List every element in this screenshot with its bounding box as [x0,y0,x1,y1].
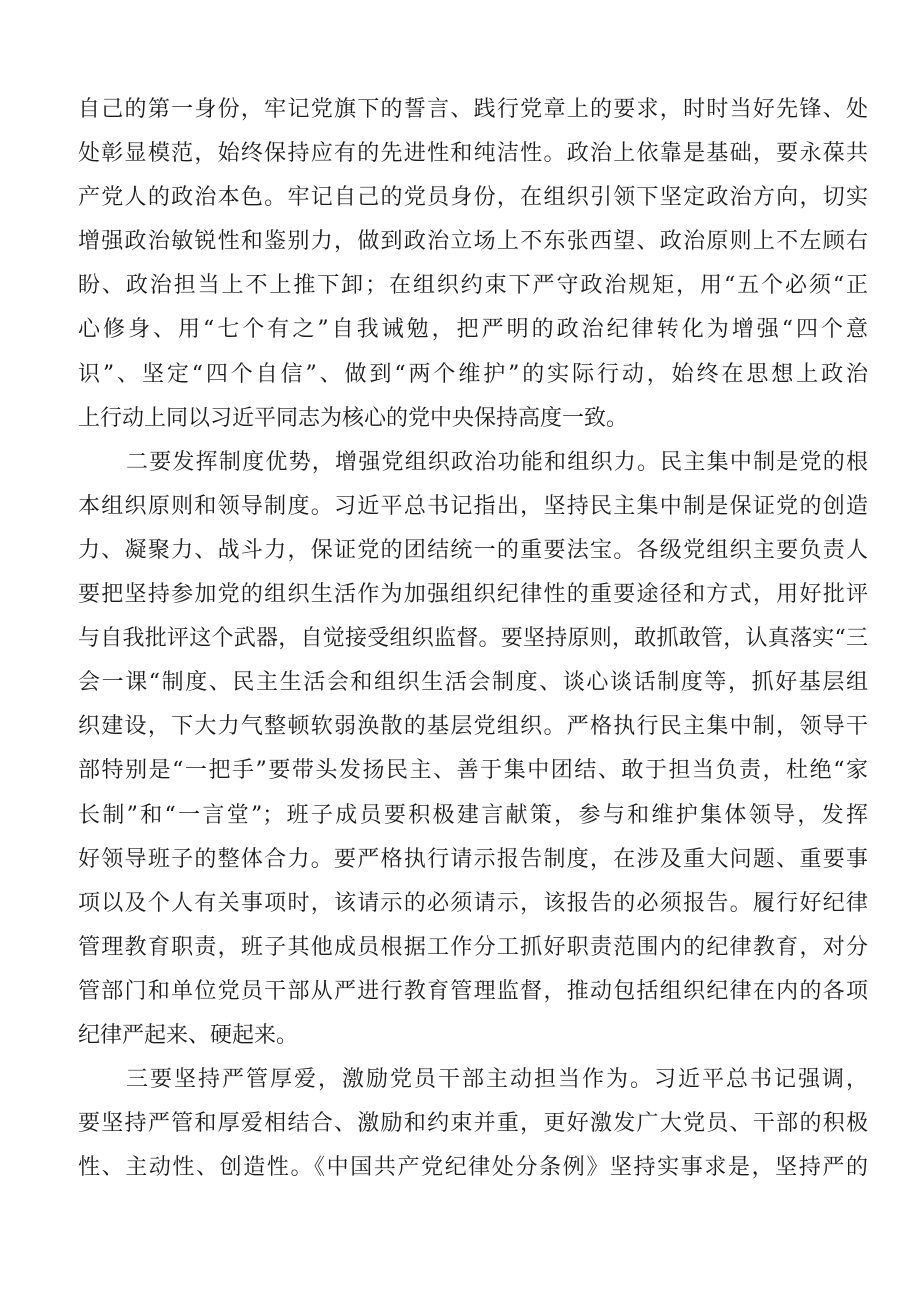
text-line: 本组织原则和领导制度。习近平总书记指出，坚持民主集中制是保证党的创造 [78,493,868,519]
text-line: 好领导班子的整体合力。要严格执行请示报告制度，在涉及重大问题、重要事 [78,846,868,872]
text-line: 产党人的政治本色。牢记自己的党员身份，在组织引领下坚定政治方向，切实 [78,185,868,211]
paragraph-first-line: 三要坚持严管厚爱，激励党员干部主动担当作为。习近平总书记强调， [126,1067,868,1093]
text-line: 识”、坚定“四个自信”、做到“两个维护”的实际行动，始终在思想上政治 [78,361,868,387]
text-line: 心修身、用“七个有之”自我诫勉，把严明的政治纪律转化为增强“四个意 [78,317,868,343]
text-line: 盼、政治担当上不上推下卸；在组织约束下严守政治规矩，用“五个必须“正 [78,273,868,299]
text-line: 纪律严起来、硬起来。 [78,1022,299,1048]
text-line: 织建设，下大力气整顿软弱涣散的基层党组织。严格执行民主集中制，领导干 [78,714,868,740]
text-line: 性、主动性、创造性。《中国共产党纪律处分条例》坚持实事求是，坚持严的 [78,1155,868,1181]
paragraph-3 [78,1058,868,1190]
text-line: 会一课“制度、民主生活会和组织生活会制度、谈心谈话制度等，抓好基层组 [78,670,868,696]
text-line: 管理教育职责，班子其他成员根据工作分工抓好职责范围内的纪律教育，对分 [78,934,868,960]
text-line: 长制”和“一言堂”；班子成员要积极建言献策，参与和维护集体领导，发挥 [78,802,868,828]
text-line: 管部门和单位党员干部从严进行教育管理监督，推动包括组织纪律在内的各项 [78,978,868,1004]
text-line: 要坚持严管和厚爱相结合、激励和约束并重，更好激发广大党员、干部的积极 [78,1111,868,1137]
text-line: 自己的第一身份，牢记党旗下的誓言、践行党章上的要求，时时当好先锋、处 [78,97,868,122]
text-line: 增强政治敏锐性和鉴别力，做到政治立场上不东张西望、政治原则上不左顾右 [78,229,868,255]
text-line: 项以及个人有关事项时，该请示的必须请示，该报告的必须报告。履行好纪律 [78,890,868,916]
text-line: 部特别是“一把手”要带头发扬民主、善于集中团结、敢于担当负责，杜绝“家 [78,758,868,784]
paragraph-1 [78,88,868,441]
body-text [78,88,868,1190]
text-line: 上行动上同以习近平同志为核心的党中央保持高度一致。 [78,405,629,431]
text-line: 要把坚持参加党的组织生活作为加强组织纪律性的重要途径和方式，用好批评 [78,582,868,608]
text-line: 力、凝聚力、战斗力，保证党的团结统一的重要法宝。各级党组织主要负责人 [78,537,868,563]
text-line: 处彰显模范，始终保持应有的先进性和纯洁性。政治上依靠是基础，要永葆共 [78,141,868,167]
paragraph-2 [78,441,868,1058]
paragraph-first-line: 二要发挥制度优势，增强党组织政治功能和组织力。民主集中制是党的根 [126,449,868,475]
text-line: 与自我批评这个武器，自觉接受组织监督。要坚持原则，敢抓敢管，认真落实“三 [78,626,868,652]
